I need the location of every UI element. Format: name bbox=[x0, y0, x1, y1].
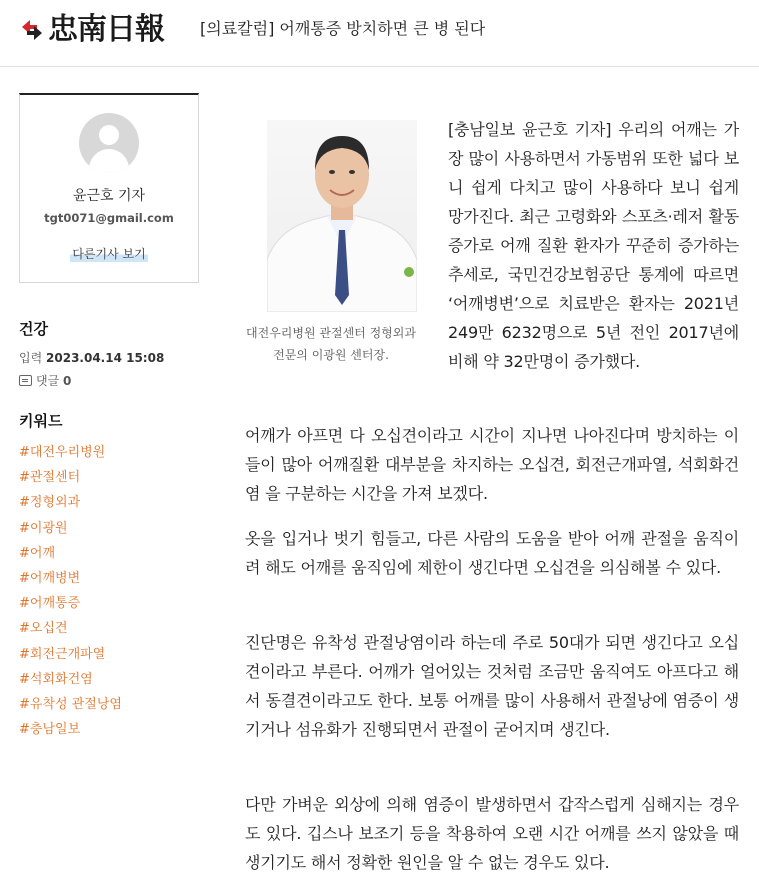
reporter-name: 윤근호 기자 bbox=[72, 188, 146, 204]
keyword-list bbox=[19, 410, 209, 745]
keyword-tag[interactable]: #석회화건염 bbox=[19, 671, 93, 687]
keyword-tag[interactable]: #유착성 관절낭염 bbox=[19, 696, 122, 712]
article-meta bbox=[19, 318, 209, 389]
comment-label: 댓글 bbox=[36, 374, 60, 388]
avatar bbox=[79, 113, 139, 173]
logo-mark-icon bbox=[20, 18, 44, 42]
keyword-tag[interactable]: #오십견 bbox=[19, 621, 68, 637]
doctor-photo[interactable] bbox=[267, 120, 417, 312]
reporter-email[interactable]: tgt0071@gmail.com bbox=[44, 211, 174, 225]
avatar-body-shape bbox=[89, 149, 129, 173]
keyword-title: 키워드 bbox=[19, 412, 63, 430]
article-intro: [충남일보 윤근호 기자] 우리의 어깨는 가장 많이 사용하면서 가동범위 또한 넓다 보니 쉽게 다치고 많이 사용하다 보니 쉽게 망가진다. 최근 고령화와 스포츠·레저 활동 증가로 어깨 질환 환자가 꾸준히 증가하는 추세로, 국민건강보험공단 통계에 따르면 ‘어깨병변’으로 치료받은 환자는 2021년 249만 6232명으로 5년 전인 2017년에 비해 약 32만명이 증가했다. bbox=[448, 120, 739, 371]
comment-count: 0 bbox=[63, 373, 72, 388]
header-article-title: [의료칼럼] 어깨통증 방치하면 큰 병 된다 bbox=[200, 19, 486, 38]
photo-caption: 대전우리병원 관절센터 정형외과 전문의 이광원 센터장. bbox=[246, 326, 416, 362]
section-label[interactable]: 건강 bbox=[19, 320, 48, 338]
avatar-head-shape bbox=[99, 125, 119, 145]
date-label: 입력 bbox=[19, 351, 43, 365]
logo-text: 忠南日報 bbox=[48, 12, 164, 47]
keyword-tag[interactable]: #대전우리병원 bbox=[19, 445, 106, 460]
other-articles-link[interactable]: 다른기사 보기 bbox=[72, 247, 146, 261]
comment-icon bbox=[19, 375, 32, 386]
article-paragraph: 진단명은 유착성 관절낭염이라 하는데 주로 50대가 되면 생긴다고 오십견이라고 부른다. 어깨가 얼어있는 것처럼 조금만 움직여도 아프다고 해서 동결견이라고도 한다. 보통 어깨를 많이 사용해서 관절낭에 염증이 생기거나 섬유화가 진행되면서 관절이 굳어지며 생긴다. bbox=[245, 633, 739, 739]
site-header bbox=[0, 0, 759, 67]
keyword-tag[interactable]: #회전근개파열 bbox=[19, 646, 106, 662]
date-value: 2023.04.14 15:08 bbox=[46, 351, 165, 365]
keyword-tag[interactable]: #어깨병변 bbox=[19, 570, 81, 586]
keyword-tag[interactable]: #이광원 bbox=[19, 520, 68, 536]
keyword-tag[interactable]: #충남일보 bbox=[19, 722, 81, 738]
comment-count-line[interactable] bbox=[19, 372, 209, 389]
site-logo[interactable] bbox=[20, 10, 164, 50]
keyword-tag[interactable]: #정형외과 bbox=[19, 495, 81, 511]
reporter-card bbox=[19, 93, 199, 283]
publish-date bbox=[19, 349, 209, 366]
keyword-tag[interactable]: #관절센터 bbox=[19, 470, 81, 486]
keyword-tag[interactable]: #어깨 bbox=[19, 545, 56, 561]
article-paragraph: 어깨가 아프면 다 오십견이라고 시간이 지나면 나아진다며 방치하는 이들이 많아 어깨질환 대부분을 차지하는 오십견, 회전근개파열, 석회화건염 을 구분하는 시간을 가져 보겠다. bbox=[245, 426, 739, 503]
article-paragraph: 옷을 입거나 벗기 힘들고, 다른 사람의 도움을 받아 어깨 관절을 움직이려 해도 어깨를 움직임에 제한이 생긴다면 오십견을 의심해볼 수 있다. bbox=[245, 529, 739, 577]
article-paragraph: 다만 가벼운 외상에 의해 염증이 발생하면서 갑작스럽게 심해지는 경우도 있다. 깁스나 보조기 등을 착용하여 오랜 시간 어깨를 쓰지 않았을 때 생기기도 해서 정확한 원인을 알 수 없는 경우도 있다. bbox=[245, 795, 739, 872]
keyword-tag[interactable]: #어깨통증 bbox=[19, 596, 81, 612]
